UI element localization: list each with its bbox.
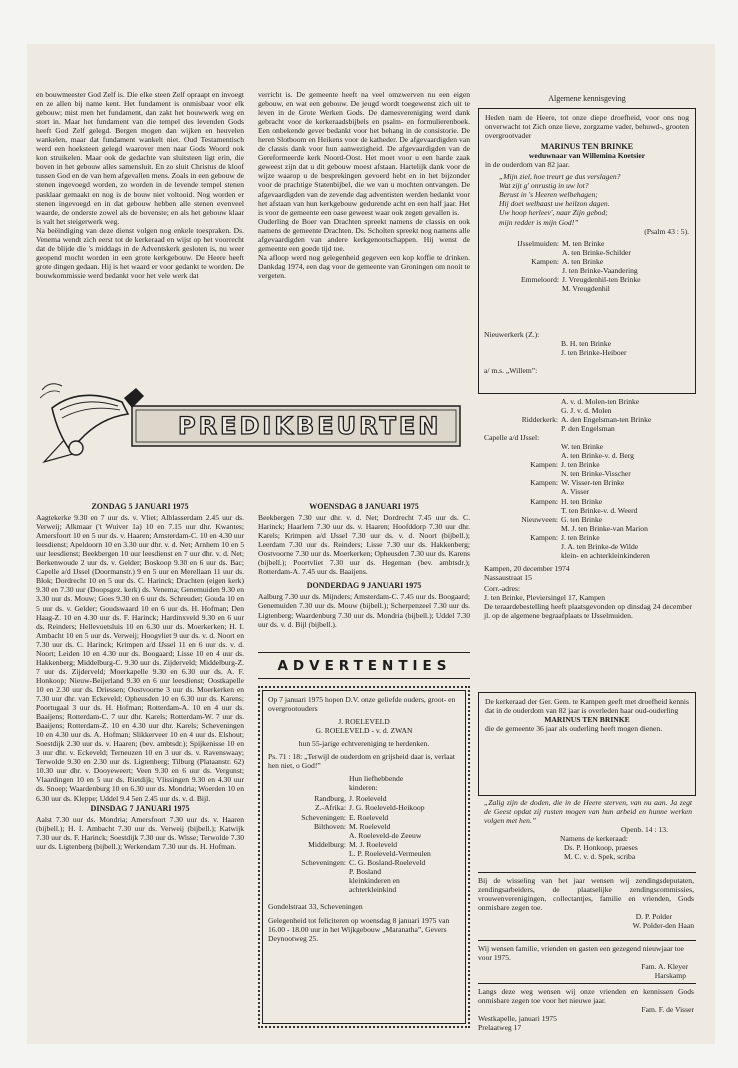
family-name: E. Roeleveld bbox=[349, 812, 389, 822]
article-paragraph: Na afloop werd nog gelegenheid gegeven een kop koffie te drinken. Dankdag 1974, een dag voor de gemeente van Groningen om nooit te vergeten. bbox=[258, 252, 470, 280]
family-list: IJsselmuiden: M. ten Brinke A. ten Brinke-Schilder Kampen: A. ten Brinke J. ten Brinke-Vaandering Emmeloord: J. Vreugdenhil-ten Brinke M. Vreugdenhil bbox=[517, 238, 641, 293]
ad-occasion: hun 55-jarige echtvereniging te herdenken. bbox=[298, 739, 430, 749]
divider bbox=[478, 983, 696, 984]
polder-notice: Bij de wisseling van het jaar wensen wij zendingsdeputaten, zendingsarbeiders, de plaatselijke zendingscommissies, vrouwenverenigingen, collectantjes, familie en vrienden, Gods onmisbare zegen toe. D. P. Polder W. Polder-den Haan bbox=[478, 876, 694, 931]
divider bbox=[478, 872, 696, 873]
article-left-column bbox=[36, 90, 244, 280]
family-name: L. P. Roeleveld-Vermeulen bbox=[349, 848, 431, 858]
schedule-heading: DINSDAG 7 JANUARI 1975 bbox=[90, 803, 190, 813]
family-name: J. Roeleveld bbox=[349, 794, 387, 804]
visser-notice: Langs deze weg wensen wij onze vrienden en kennissen Gods onmisbare zegen toe voor het nieuwe jaar. Fam. F. de Visser Westkapelle, januari 1975 Prelaatweg 17 bbox=[478, 987, 694, 1033]
kennisgeving-header: Algemene kennisgeving bbox=[478, 94, 696, 103]
schedule-text: Aagtekerke 9.30 en 7 uur ds. v. Vliet; Alblasserdam 2.45 uur ds. Verweij; Alkmaar ('t Wuiver 1a) 10 en 7.15 uur dhr. Kwantes; Amersfoort 10 en 5 uur ds. v. Haaren; Amsterdam-C. 10 en 4.30 uur leesdienst; Apeldoorn 10 en 3.30 uur dhr. v. d. Net; Arnhem 10 en 5 uur leesdienst; Beekbergen 10 uur leesdienst en 7 uur dhr. v. d. Net; Berkenwoude 2 uur ds. v. Gelder; Boskoop 9.30 en 6 uur ds. Bac; Capelle a/d IJssel (Doormanstr.) 9 en 5 uur en Merellaan 11 uur ds. Blok; Dordrecht 10 en 5 uur ds. C. Harinck; Drachten (eigen kerk) 9.30 en 7.30 uur (Doopsgez. kerk) ds. Venema; Genemuiden 9.30 en 3.30 uur ds. Mouw; Goes 9.30 en 6 uur ds. Schreuder; Gouda 10 en 5 uur ds. v. Gelder; Goudswaard 10 en 6 uur ds. H. Hofman; Den Haag-Z. 10 en 4.30 uur ds. F. Harinck; Hardinxveld 9.30 en 6 uur ds. Reinders; Hellevoetsluis 10 en 6.30 uur ds. Moerkerken; H. I. Ambacht 10 en 5 uur ds. Verweij; Hoogvliet 9 uur ds. v. d. Noort en 7.30 uur ds. C. Harinck; Krimpen a/d IJssel 11 en 6 uur ds. v. d. Noort; Leiden 10 en 4.30 uur ds. Boogaard; Lisse 10 en 4 uur ds. Hakkenberg; Middelburg-C. 9.30 uur ds. Zijderveld; Middelburg-Z. 7 uur ds. Zijderveld; Moerkapelle 9.30 en 6.30 uur ds. A. F. Honkoop; Nieuw-Beijerland 9.30 en 6 uur leesdienst; Oostkapelle 10 en 2.30 uur ds. Driessen; Oostvoorne 3 uur ds. Moerkerken en 7.30 uur dhr. van Eckeveld; Opheusden 10 en 6.30 uur ds. Karens; Poortugaal 3 uur ds. H. Hofman; Rotterdam-A. 10 en 4 uur ds. Baaijens; Rotterdam-C. 7 uur dhr. Karels; Rotterdam-W. 7 uur ds. Baaijens; Rotterdam-Z. 10 en 4.30 uur dhr. Karels; Scheveningen 10 en 4.30 uur ds. A. Hofman; Slikkerveer 10 en 4 uur ds. Elshout; Soestdijk 2.30 uur ds. v. Haaren; (bev. ambtsdr.); Spijkenisse 10 en 3 uur dhr. v. Eckeveld; Terneuzen 10 en 3 uur ds. v. Ravenswaay; Terwolde 9.30 en 2.30 uur ds. Ligtenberg; Tilburg (Plataanstr. 62) 10.30 uur dhr. v. Dooyeweert; Veen 9.30 en 6 uur ds. Vergunst; Vlaardingen 10 en 5 uur ds. Rietdijk; Vlissingen 9.30 en 4.30 uur ds. Snoep; Waardenburg 10 en 6.30 uur ds. Mondria; Woerden 10 en 6.30 uur ds. Kleppe; Uddel 9.4 5en 2.45 uur ds. v. d. Bijl. bbox=[36, 513, 245, 803]
family-name: M. J. Roeleveld bbox=[349, 839, 398, 849]
article-middle-column bbox=[258, 90, 470, 280]
deceased-subtitle: weduwnaar van Willemina Koetsier bbox=[528, 151, 646, 161]
kleyer-notice: Wij wensen familie, vrienden en gasten een gezegend nieuwjaar toe voor 1975. Fam. A. Kleyer Harskamp bbox=[478, 944, 688, 981]
ad-address: Gondelstraat 33, Scheveningen bbox=[268, 901, 363, 911]
corr-address: J. ten Brinke, Pleviersingel 17, Kampen bbox=[484, 592, 606, 602]
kerkeraad-intro: De kerkeraad der Ger. Gem. te Kampen geeft met droefheid kennis dat in de ouderdom van 82 jaar is overleden haar oud-ouderling bbox=[485, 697, 689, 716]
church-bell-icon bbox=[40, 384, 144, 462]
schedule-middle bbox=[258, 502, 470, 629]
article-paragraph: verricht is. De gemeente heeft na veel omzwerven nu een eigen gebouw, en wat een gebouw. De jeugd wordt toegewenst zich uit te leven in de Grote Werken Gods. De damesvereniging werd dank gebracht voor de kerkeraadsbijbels en psalm- en formulierenboek. Een onbekende gever bedankt voor het behang in de consistorie. De heren Slotboom en Heikens voor de katheder. De afgevaardigden van de classis dank voor hun aanwezigheid. De afgevaardigden van de Gereformeerde kerk Noord-Oost. Het moet voor u een harde zaak geweest zijn dat u dit gebouw moest afstaan. Hartelijk dank voor de wijze waarop u de besprekingen gevoerd hebt en in het bijzonder voor de prachtige Statenbijbel, die we van u mochten ontvangen. De afgevaardigden van de zevende dag adventisten werden bedankt voor het afstaan van hun kerkgebouw gedurende acht en een half jaar. Het is voor de gemeente een oase geweest waar ook zegen gevallen is. bbox=[258, 90, 470, 217]
kerkeraad-quote-block: „Zalig zijn de doden, die in de Heere sterven, van nu aan. Ja zegt de Geest opdat zij rusten mogen van hun arbeid en hunne werken volgen met hen.” Openb. 14 : 13. Namens de kerkeraad: Ds. P. Honkoop, praeses M. C. v. d. Spek, scriba bbox=[484, 798, 692, 862]
family-name: kleinkinderen en bbox=[349, 875, 400, 885]
article-paragraph: en bouwmeester God Zelf is. Die elke steen Zelf opraapt en invoegt en ze allen bij name kent. Het fundament is onmisbaar voor elk gebouw; mist men het fundament, dan zakt het bouwwerk weg en stort in. Maar het fundament van die tempel des levenden Gods heeft God Zelf gelegd. Bergen mogen dan wijken en heuvelen wankelen, maar dat fundament wankelt niet. Oud Testamentisch werd een hoeksteen gelegd waarover men naar Gods Woord ook kon struikelen. Maar ook de gedachte van sluitsteen ligt erin, die boven in het gebouw alles samensluit. En zo sluit Christus de kloof tussen God en de van hem afgevallen mens. Zoals in een gebouw de stenen ingevoegd worden, zo worden in de levende tempel stenen pasklaar gemaakt en nog is de bouw niet voltooid. Nog worden er stenen ingevoegd en in dat gebouw hebben alle stenen evenveel waarde, de onderste zowel als de bovenste; en als het gebouw klaar is valt het steigerwerk weg. bbox=[36, 90, 244, 226]
schedule-text: Aalst 7.30 uur ds. Mondria; Amersfoort 7.30 uur ds. v. Haaren (bijbell.); H. I. Ambacht 7.30 uur ds. Verweij (bijbell.); Katwijk 7.30 uur ds. F. Harinck; Soestdijk 7.30 uur ds. Wisse; Terwolde 7.30 uur ds. Ligtenberg (bijbell.); Werkendam 7.30 uur ds. H. Hofman. bbox=[36, 814, 244, 851]
ad-signoff: Hun liefhebbende kinderen: bbox=[349, 774, 404, 793]
notice-street: Nassaustraat 15 bbox=[484, 572, 532, 582]
ad-intro: Op 7 januari 1975 hopen D.V. onze geliefde ouders, groot- en overgrootouders bbox=[268, 695, 456, 714]
divider bbox=[258, 678, 470, 679]
family-name: C. G. Bosland-Roeleveld bbox=[349, 857, 426, 867]
notice-intro: Heden nam de Heere, tot onze diepe droefheid, voor ons nog onverwacht tot Zich onze lieve, zorgzame vader, behuwd-, grooten overgrootvader bbox=[485, 113, 689, 141]
family-list-continued-3: A. v. d. Molen-ten Brinke G. J. v. d. Molen Ridderkerk: A. den Engelsman-ten Brinke P. den Engelsman Capelle a/d IJssel: W. ten Brinke A. ten Brinke-v. d. Berg Kampen: J. ten Brinke N. ten Brinke-Visscher Kampen: W. Visser-ten Brinke A. Visser Kampen: H. ten Brinke T. ten Brinke-v. d. Weerd Nieuwveen: G. ten Brinke M. J. ten Brinke-van Marion Kampen: J. ten Brinke J. A. ten Brinke-de Wilde klein- en achterkleinkinderen Kampen, 20 december 1974 Nassaustraat 15 Corr.-adres: J. ten Brinke, Pleviersingel 17, Kampen De teraardebestelling heeft plaatsgevonden op dinsdag 24 december jl. op de algemene begraafplaats te IJsselmuiden. bbox=[484, 397, 692, 621]
deceased-name: MARINUS TEN BRINKE bbox=[540, 142, 634, 152]
family-name: achterkleinkind bbox=[349, 884, 397, 894]
family-name: A. Roeleveld-de Zeeuw bbox=[349, 830, 422, 840]
divider bbox=[258, 652, 470, 653]
corr-label: Corr.-adres: bbox=[484, 583, 521, 593]
schedule-text: Beekbergen 7.30 uur dhr. v. d. Net; Dordrecht 7.45 uur ds. C. Harinck; Haarlem 7.30 uur ds. v. Haaren; Hoofddorp 7.30 uur dhr. Karels; Krimpen a/d IJssel 7.30 uur ds. v. d. Noort (bijbell.); Leerdam 7.30 uur ds. Reinders; Lisse 7.30 uur ds. Hakkenberg; Oostvoorne 7.30 uur ds. Moerkerken; Opheusden 7.30 uur ds. Karens (bijbell.); Poortvliet 7.30 uur ds. Hegeman (bev. ambtsdr.); Rotterdam-A. 7.45 uur ds. Baaijens. bbox=[258, 513, 470, 577]
family-place: Randburg, bbox=[314, 794, 346, 804]
schedule-left bbox=[36, 502, 244, 851]
anniversary-ad bbox=[258, 686, 470, 1028]
kerkeraad-notice bbox=[478, 692, 696, 796]
article-paragraph: Ouderling de Boer van Drachten spreekt namens de classis en ook namens de gemeente Drachten. Ds. Scholten spreekt nog namens alle afgevaardigden van andere kerkgenootschappen. Hij wenst de gemeente een goede tijd toe. bbox=[258, 216, 470, 253]
family-name: M. Roeleveld bbox=[349, 821, 391, 831]
ad-family-list bbox=[268, 794, 460, 894]
schedule-heading: WOENSDAG 8 JANUARI 1975 bbox=[309, 502, 419, 511]
ad-verse: Ps. 71 : 18: „Terwijl de ouderdom en grijsheid daar is, verlaat hen niet, o God!” bbox=[268, 752, 455, 771]
advertenties-title: ADVERTENTIES bbox=[277, 658, 452, 674]
predikbeurten-title: PREDIKBEURTEN bbox=[178, 412, 442, 440]
schedule-heading: DONDERDAG 9 JANUARI 1975 bbox=[306, 581, 422, 591]
burial-notice: De teraardebestelling heeft plaatsgevonden op dinsdag 24 december jl. op de algemene begraafplaats te IJsselmuiden. bbox=[484, 602, 692, 621]
family-list-continued-2: a/ m.s. „Willem”: bbox=[484, 366, 538, 375]
family-name: P. Bosland bbox=[349, 866, 382, 876]
kerkeraad-deceased-name: MARINUS TEN BRINKE bbox=[544, 715, 630, 725]
schedule-text: Aalburg 7.30 uur ds. Mijnders; Amsterdam-C. 7.45 uur ds. Boogaard; Genemuiden 7.30 uur ds. Mouw (bijbell.); Scherpenzeel 7.30 uur ds. Ligtenberg; Waardenburg 7.30 uur ds. Mondria (bijbell.); Uddel 7.30 uur ds. v. d. Bijl (bijbell.). bbox=[258, 592, 470, 629]
family-place: Middelburg: bbox=[308, 839, 346, 849]
ad-name: G. ROELEVELD - v. d. ZWAN bbox=[315, 726, 413, 736]
family-place: Bilthoven: bbox=[313, 821, 346, 831]
family-name: J. G. Roeleveld-Heikoop bbox=[349, 803, 425, 813]
family-place: Nieuwerkerk (Z.): bbox=[484, 330, 540, 339]
family-place: Scheveningen: bbox=[301, 857, 346, 867]
kerkeraad-service: die de gemeente 36 jaar als ouderling heeft mogen dienen. bbox=[485, 724, 663, 734]
family-place: Z.-Afrika: bbox=[315, 803, 346, 813]
deceased-age: in de ouderdom van 82 jaar. bbox=[485, 160, 570, 170]
divider bbox=[478, 940, 696, 941]
family-place: Scheveningen: bbox=[301, 812, 346, 822]
psalm-reference: (Psalm 43 : 5). bbox=[644, 226, 689, 236]
ad-reception: Gelegenheid tot feliciteren op woensdag 8 januari 1975 van 16.00 - 18.00 uur in het Wijkgebouw „Maranatha”, Gevers Deynootweg 25. bbox=[268, 915, 450, 944]
notice-date-place: Kampen, 20 december 1974 bbox=[484, 563, 570, 573]
ad-name: J. ROELEVELD bbox=[338, 717, 390, 727]
family-list-continued: Nieuwerkerk (Z.): B. H. ten Brinke J. ten Brinke-Heiboer bbox=[484, 330, 692, 357]
psalm-poem: „Mijn ziel, hoe treurt ge dus verslagen? Wat zijt g' onrustig in uw lot? Berust in 's Heeren welbehagen; Hij doet welhaast uw heilzon dagen. Uw hoop herleev', naar Zijn gebod; mijn redder is mijn God!” bbox=[499, 172, 621, 227]
article-paragraph: Na beëindiging van deze dienst volgen nog enkele toespraken. Ds. Venema wendt zich eerst tot de kerkeraad en wijst op het voorrecht dat de blijde die 's middags in de Adventskerk gesloten is, nu weer geopend mocht worden in een grote kerkgebouw. De Heere heeft grote dingen gedaan. Hij is het waard er voor gedankt te worden. De bouwkommissie werd bedankt voor het vele werk dat bbox=[36, 225, 244, 280]
schedule-heading: ZONDAG 5 JANUARI 1975 bbox=[91, 502, 189, 511]
